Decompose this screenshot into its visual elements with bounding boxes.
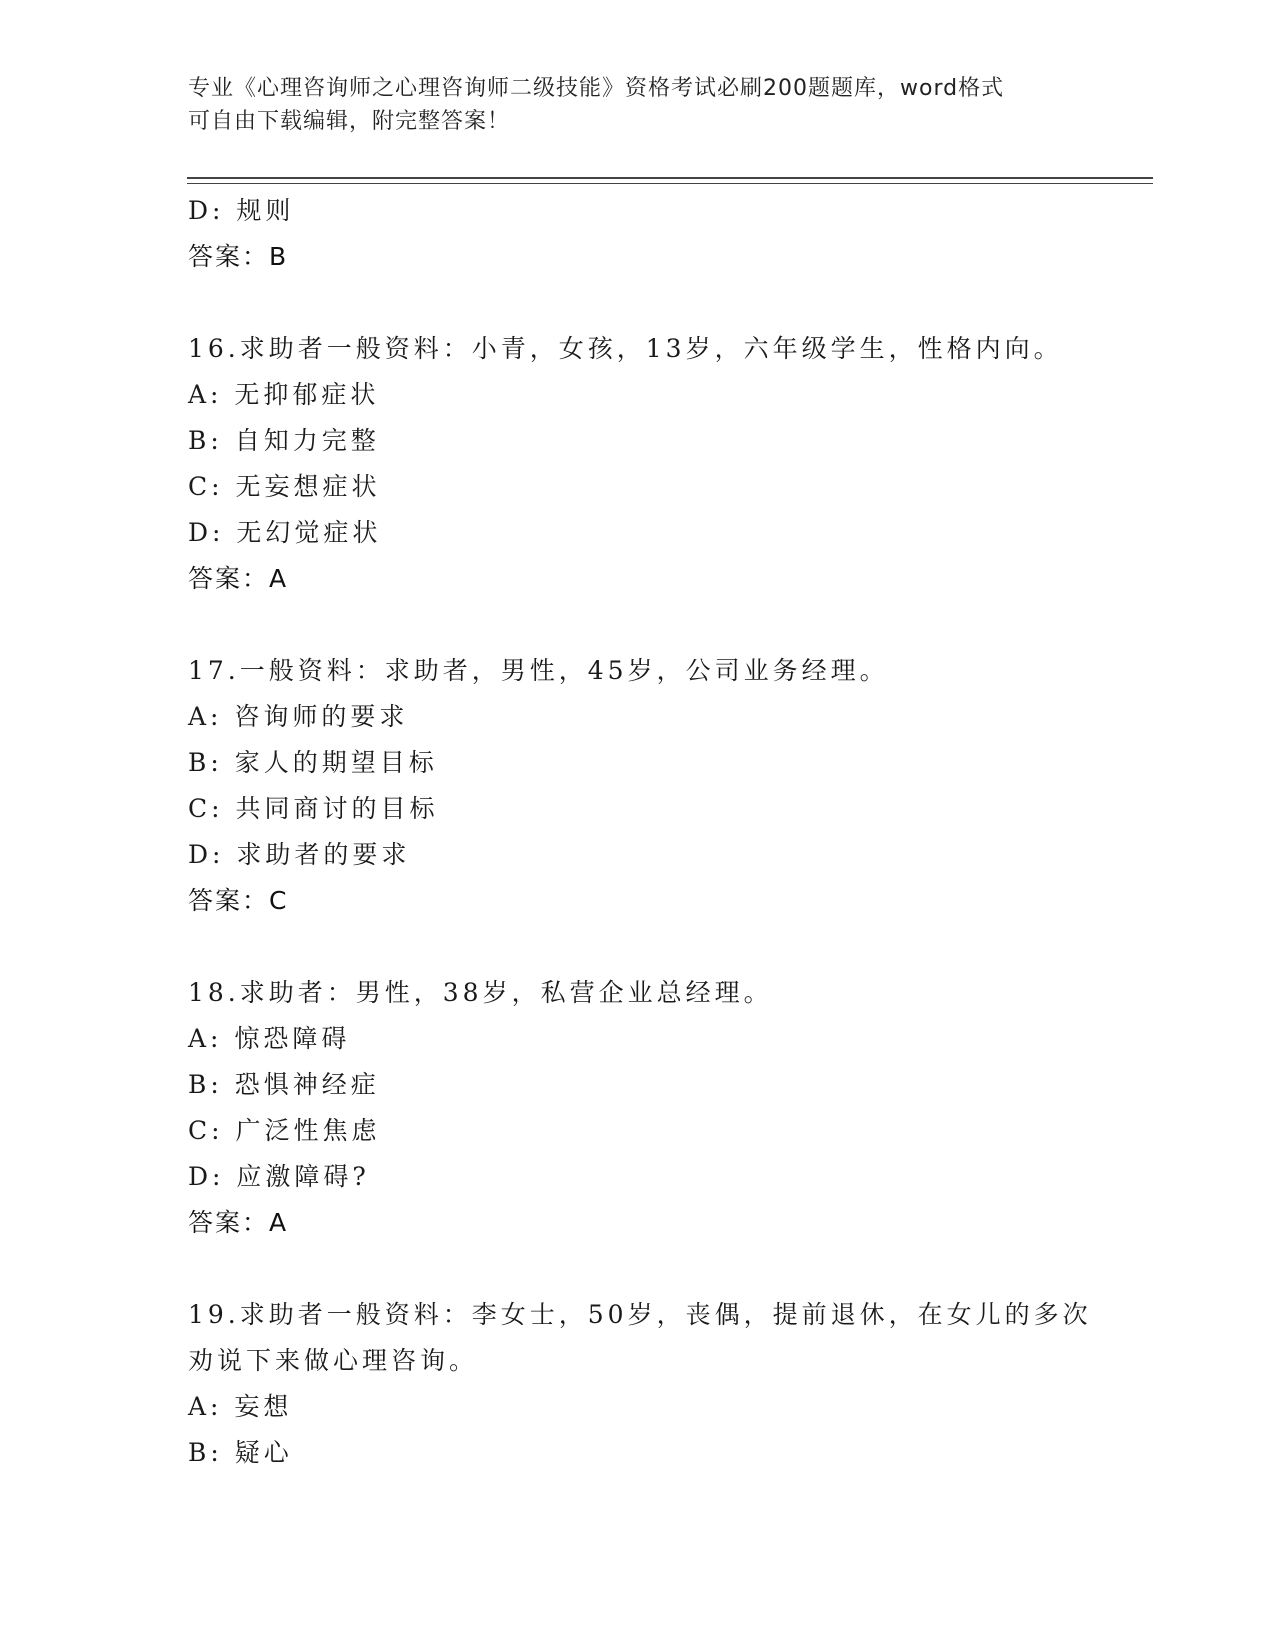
option-d: D: 应激障碍? [188,1162,370,1191]
option-a: A: 妄想 [188,1392,293,1421]
header-divider-thick [187,177,1153,179]
option-d: D: 规则 [188,196,295,225]
option-b: B: 家人的期望目标 [188,748,438,777]
spacer [188,1246,1088,1292]
option-d: D: 无幻觉症状 [188,518,382,547]
question-16 [188,326,1088,602]
spacer [188,924,1088,970]
option-b: B: 疑心 [188,1438,293,1467]
option-a: A: 惊恐障碍 [188,1024,351,1053]
header-divider-thin [187,183,1153,184]
answer-line: 答案：A [188,1208,289,1237]
option-c: C: 共同商讨的目标 [188,794,439,823]
question-19 [188,1292,1092,1476]
question-stem: 17.一般资料：求助者，男性，45岁，公司业务经理。 [188,656,889,685]
question-stem-line-2: 劝说下来做心理咨询。 [188,1346,479,1375]
spacer [188,280,1088,326]
option-d: D: 求助者的要求 [188,840,411,869]
page-header [188,72,1088,138]
question-18 [188,970,1088,1246]
option-c: C: 广泛性焦虑 [188,1116,381,1145]
answer-line: 答案：A [188,564,289,593]
question-stem: 18.求助者：男性，38岁，私营企业总经理。 [188,978,773,1007]
document-body [188,188,1092,1476]
question-15-tail [188,188,1088,280]
answer-line: 答案：B [188,242,289,271]
option-a: A: 咨询师的要求 [188,702,409,731]
option-b: B: 恐惧神经症 [188,1070,380,1099]
question-stem-line-1: 19.求助者一般资料：李女士，50岁，丧偶，提前退休，在女儿的多次 [188,1300,1092,1329]
header-line-1: 专业《心理咨询师之心理咨询师二级技能》资格考试必刷200题题库，word格式 [188,76,1005,101]
question-stem: 16.求助者一般资料：小青，女孩，13岁，六年级学生，性格内向。 [188,334,1063,363]
question-17 [188,648,1088,924]
option-c: C: 无妄想症状 [188,472,381,501]
header-line-2: 可自由下载编辑，附完整答案！ [188,109,511,134]
option-b: B: 自知力完整 [188,426,380,455]
option-a: A: 无抑郁症状 [188,380,380,409]
spacer [188,602,1088,648]
answer-line: 答案：C [188,886,289,915]
